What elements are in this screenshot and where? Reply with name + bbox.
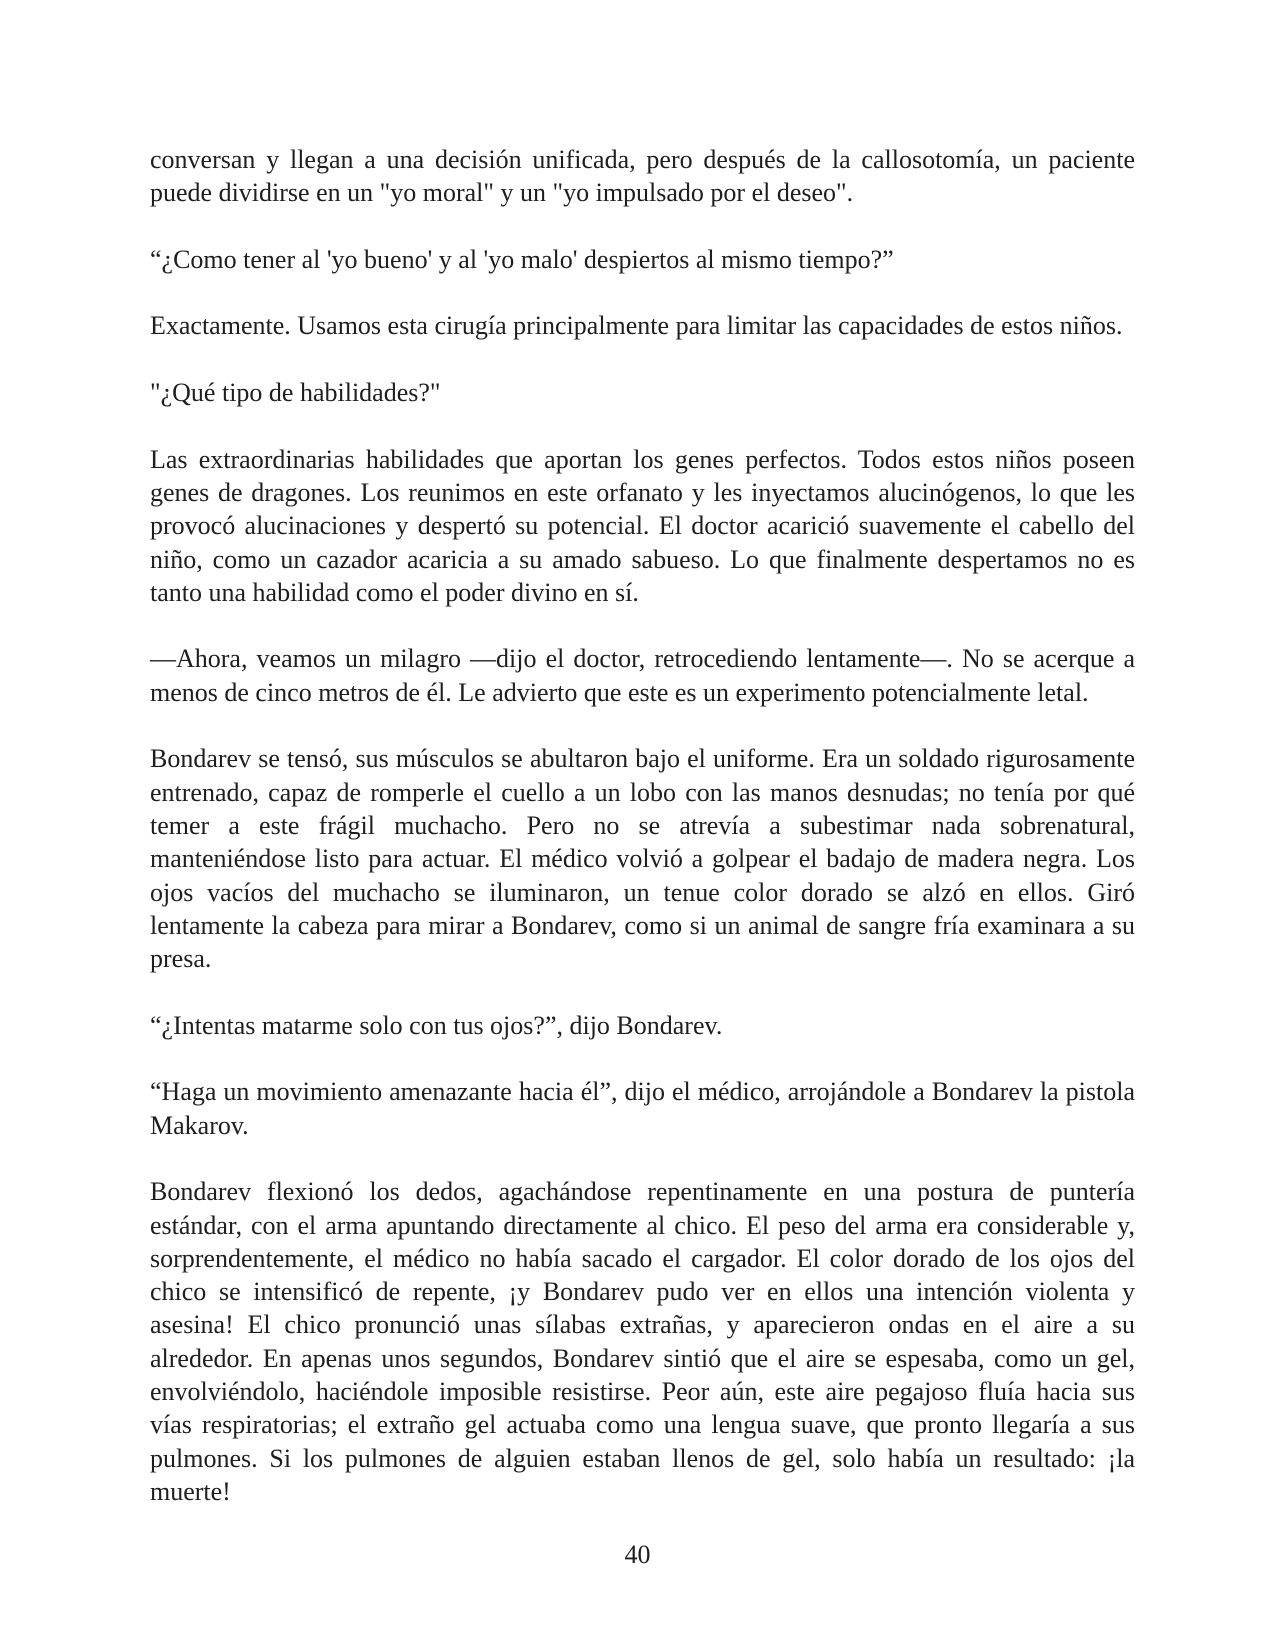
paragraph: “¿Como tener al 'yo bueno' y al 'yo malo' despiertos al mismo tiempo?” [150,244,894,274]
paragraph: Exactamente. Usamos esta cirugía principalmente para limitar las capacidades de estos niños. [150,311,1123,341]
paragraph: —Ahora, veamos un milagro —dijo el doctor, retrocediendo lentamente—. No se acerque a menos de cinco metros de él. Le advierto que este es un experimento potencialmente letal. [150,644,1135,707]
paragraph: Bondarev se tensó, sus músculos se abultaron bajo el uniforme. Era un soldado rigurosamente entrenado, capaz de romperle el cuello a un lobo con las manos desnudas; no tenía por qué temer a este frágil muchacho. Pero no se atrevía a subestimar nada sobrenatural, manteniéndose listo para actuar. El médico volvió a golpear el badajo de madera negra. Los ojos vacíos del muchacho se iluminaron, un tenue color dorado se alzó en ellos. Giró lentamente la cabeza para mirar a Bondarev, como si un animal de sangre fría examinara a su presa. [150,744,1135,974]
paragraph: conversan y llegan a una decisión unificada, pero después de la callosotomía, un paciente puede dividirse en un "yo moral" y un "yo impulsado por el deseo". [150,145,1135,208]
paragraph: "¿Qué tipo de habilidades?" [150,378,441,408]
page-number: 40 [624,1540,651,1569]
paragraph: “¿Intentas matarme solo con tus ojos?”, dijo Bondarev. [150,1010,723,1040]
paragraph: “Haga un movimiento amenazante hacia él”, dijo el médico, arrojándole a Bondarev la pistola Makarov. [150,1077,1135,1140]
paragraph: Las extraordinarias habilidades que aportan los genes perfectos. Todos estos niños poseen genes de dragones. Los reunimos en este orfanato y les inyectamos alucinógenos, lo que les provocó alucinaciones y despertó su potencial. El doctor acarició suavemente el cabello del niño, como un cazador acaricia a su amado sabueso. Lo que finalmente despertamos no es tanto una habilidad como el poder divino en sí. [150,444,1135,607]
paragraph: Bondarev flexionó los dedos, agachándose repentinamente en una postura de puntería estándar, con el arma apuntando directamente al chico. El peso del arma era considerable y, sorprendentemente, el médico no había sacado el cargador. El color dorado de los ojos del chico se intensificó de repente, ¡y Bondarev pudo ver en ellos una intención violenta y asesina! El chico pronunció unas sílabas extrañas, y aparecieron ondas en el aire a su alrededor. En apenas unos segundos, Bondarev sintió que el aire se espesaba, como un gel, envolviéndolo, haciéndole imposible resistirse. Peor aún, este aire pegajoso fluía hacia sus vías respiratorias; el extraño gel actuaba como una lengua suave, que pronto llegaría a sus pulmones. Si los pulmones de alguien estaban llenos de gel, solo había un resultado: ¡la muerte! [150,1177,1135,1506]
page-body-text [150,143,1135,1541]
